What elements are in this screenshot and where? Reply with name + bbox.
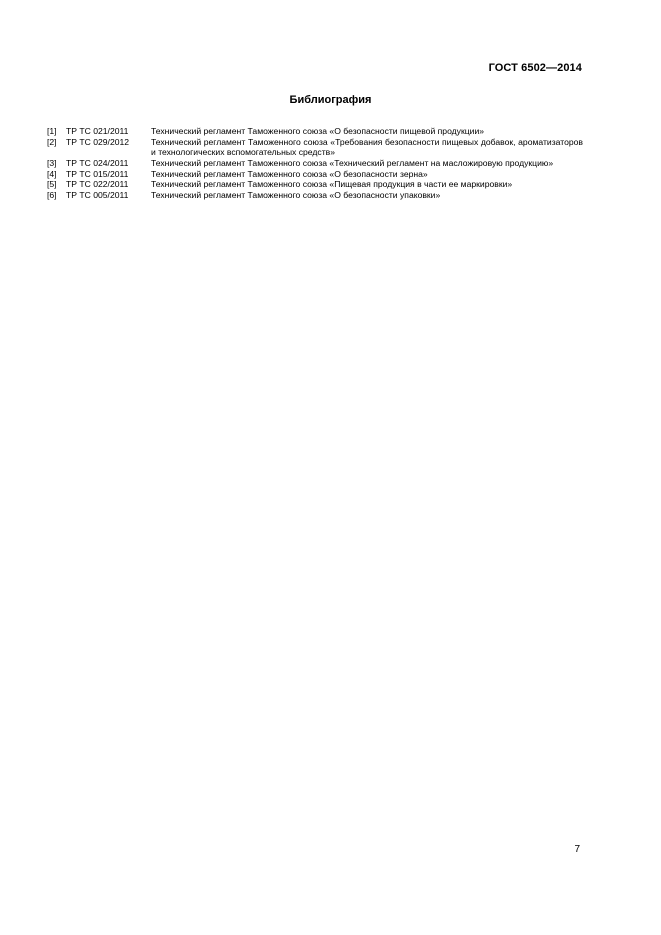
bibliography-item-code: ТР ТС 029/2012	[66, 136, 130, 147]
bibliography-item-number: [3]	[47, 157, 57, 168]
bibliography-item-code: ТР ТС 015/2011	[66, 168, 129, 179]
bibliography-item-number: [5]	[47, 179, 57, 190]
bibliography-item-number: [2]	[47, 136, 57, 147]
bibliography-item	[47, 158, 583, 168]
bibliography-item-text: Технический регламент Таможенного союза «Требования безопасности пищевых добавок, ароматизаторов и технологических вспомогательных средств»	[151, 136, 583, 157]
bibliography-item-number: [4]	[47, 168, 57, 179]
bibliography-item-number: [1]	[47, 126, 57, 136]
bibliography-list	[47, 126, 583, 201]
bibliography-item	[47, 179, 583, 189]
bibliography-item	[47, 126, 583, 136]
document-code: ГОСТ 6502—2014	[488, 62, 582, 74]
bibliography-item	[47, 190, 583, 200]
bibliography-item-code: ТР ТС 022/2011	[66, 179, 129, 190]
bibliography-item-text: Технический регламент Таможенного союза «О безопасности зерна»	[151, 168, 428, 179]
bibliography-item-text: Технический регламент Таможенного союза «О безопасности упаковки»	[151, 190, 441, 201]
bibliography-item	[47, 169, 583, 179]
bibliography-item-code: ТР ТС 024/2011	[66, 157, 129, 168]
section-title: Библиография	[289, 94, 372, 106]
bibliography-item-code: ТР ТС 005/2011	[66, 190, 129, 201]
page-number: 7	[574, 844, 580, 855]
bibliography-item	[47, 137, 583, 157]
bibliography-item-number: [6]	[47, 190, 57, 201]
bibliography-item-text: Технический регламент Таможенного союза «Пищевая продукция в части ее маркировки»	[151, 179, 513, 190]
bibliography-item-text: Технический регламент Таможенного союза «О безопасности пищевой продукции»	[151, 126, 485, 136]
bibliography-item-text: Технический регламент Таможенного союза «Технический регламент на масложировую продукцию»	[151, 157, 554, 168]
bibliography-item-code: ТР ТС 021/2011	[66, 126, 129, 136]
